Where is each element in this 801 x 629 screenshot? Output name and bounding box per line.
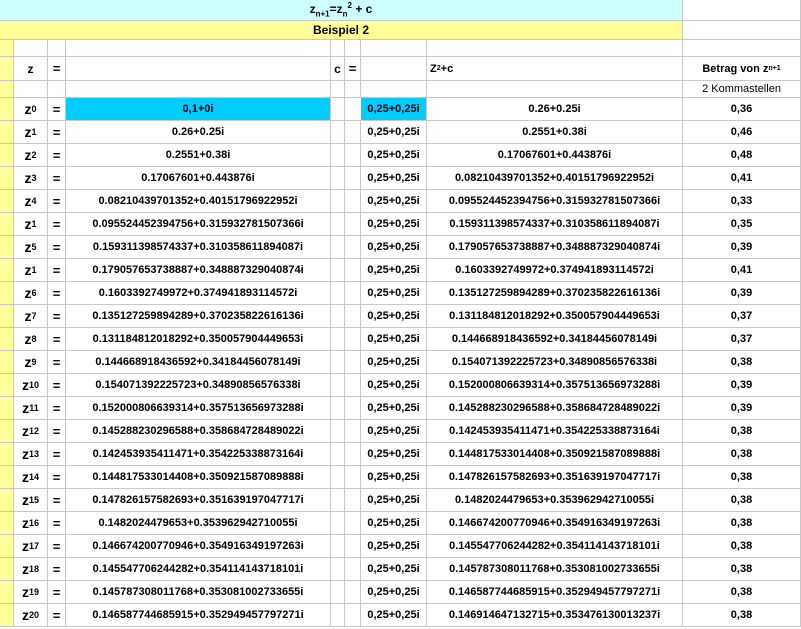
z2c-value[interactable]: 0.146674200770946+0.354916349197263i [427, 512, 683, 535]
table-row [0, 259, 801, 282]
z-index-label[interactable]: z 7 [14, 305, 48, 328]
equals-sign[interactable]: = [48, 305, 66, 328]
title-cell[interactable] [0, 0, 683, 21]
precision-label[interactable]: 2 Kommastellen [683, 81, 801, 98]
stripe-cell[interactable] [0, 57, 14, 81]
z-index-label[interactable]: z 13 [14, 443, 48, 466]
betrag-value[interactable]: 0,38 [683, 443, 801, 466]
blank-cell[interactable] [345, 305, 361, 328]
table-row [0, 374, 801, 397]
blank-cell[interactable] [331, 259, 345, 282]
z2c-value[interactable]: 0.144817533014408+0.350921587089888i [427, 443, 683, 466]
table-row [0, 144, 801, 167]
betrag-value[interactable]: 0,37 [683, 328, 801, 351]
z-value[interactable]: 0.152000806639314+0.357513656973288i [66, 397, 331, 420]
stripe-cell[interactable] [0, 98, 14, 121]
z2c-value[interactable]: 0.152000806639314+0.357513656973288i [427, 374, 683, 397]
blank-cell[interactable] [331, 236, 345, 259]
blank-cell[interactable] [345, 351, 361, 374]
equals-sign[interactable]: = [48, 98, 66, 121]
z-value[interactable]: 0.135127259894289+0.370235822616136i [66, 305, 331, 328]
blank-cell[interactable] [331, 604, 345, 627]
blank-cell[interactable] [14, 81, 48, 98]
betrag-value[interactable]: 0,39 [683, 374, 801, 397]
c-value[interactable]: 0,25+0,25i [361, 305, 427, 328]
blank-cell[interactable] [331, 98, 345, 121]
c-value[interactable]: 0,25+0,25i [361, 213, 427, 236]
z-value[interactable]: 0.145787308011768+0.353081002733655i [66, 581, 331, 604]
blank-cell[interactable] [345, 40, 361, 57]
z-index-label[interactable]: z 1 [14, 213, 48, 236]
table-row [0, 98, 801, 121]
blank-cell[interactable] [345, 420, 361, 443]
header-c[interactable]: c [331, 57, 345, 81]
z-index-label[interactable]: z 8 [14, 328, 48, 351]
z-value[interactable]: 0.159311398574337+0.310358611894087i [66, 236, 331, 259]
blank-cell[interactable] [331, 420, 345, 443]
header-z[interactable]: z [14, 57, 48, 81]
stripe-cell[interactable] [0, 213, 14, 236]
z-index-label[interactable]: z 5 [14, 236, 48, 259]
z-index-label[interactable]: z 11 [14, 397, 48, 420]
table-row [0, 190, 801, 213]
stripe-cell[interactable] [0, 397, 14, 420]
stripe-cell[interactable] [0, 81, 14, 98]
betrag-value[interactable]: 0,48 [683, 144, 801, 167]
c-value[interactable]: 0,25+0,25i [361, 351, 427, 374]
betrag-value[interactable]: 0,41 [683, 167, 801, 190]
z2c-value[interactable]: 0.147826157582693+0.351639197047717i [427, 466, 683, 489]
table-row [0, 213, 801, 236]
z2c-value[interactable]: 0.26+0.25i [427, 98, 683, 121]
z-value[interactable]: 0.144817533014408+0.350921587089888i [66, 466, 331, 489]
equals-sign[interactable]: = [48, 489, 66, 512]
blank-cell[interactable] [345, 328, 361, 351]
blank-cell[interactable] [345, 443, 361, 466]
betrag-value[interactable]: 0,39 [683, 236, 801, 259]
blank-cell[interactable] [331, 213, 345, 236]
betrag-value[interactable]: 0,38 [683, 604, 801, 627]
subtitle-cell[interactable] [0, 21, 683, 40]
z-value[interactable]: 0.146587744685915+0.352949457797271i [66, 604, 331, 627]
c-value[interactable]: 0,25+0,25i [361, 98, 427, 121]
z-value[interactable]: 0.131184812018292+0.350057904449653i [66, 328, 331, 351]
blank-cell[interactable] [361, 81, 427, 98]
c-value[interactable]: 0,25+0,25i [361, 328, 427, 351]
table-row [0, 558, 801, 581]
header-empty[interactable] [361, 57, 427, 81]
c-value[interactable]: 0,25+0,25i [361, 259, 427, 282]
c-value[interactable]: 0,25+0,25i [361, 604, 427, 627]
equals-sign[interactable]: = [48, 121, 66, 144]
equals-sign[interactable]: = [48, 604, 66, 627]
stripe-cell[interactable] [0, 581, 14, 604]
z-value[interactable]: 0.26+0.25i [66, 121, 331, 144]
equals-sign[interactable]: = [48, 144, 66, 167]
z2c-value[interactable]: 0.146914647132715+0.353476130013237i [427, 604, 683, 627]
betrag-value[interactable]: 0,36 [683, 98, 801, 121]
betrag-value[interactable]: 0,38 [683, 581, 801, 604]
z-value[interactable]: 0,1+0i [66, 98, 331, 121]
table-row [0, 305, 801, 328]
blank-cell[interactable] [683, 40, 801, 57]
equals-sign[interactable]: = [48, 581, 66, 604]
c-value[interactable]: 0,25+0,25i [361, 397, 427, 420]
stripe-cell[interactable] [0, 40, 14, 57]
z-value[interactable]: 0.179057653738887+0.348887329040874i [66, 259, 331, 282]
z-index-label[interactable]: z 19 [14, 581, 48, 604]
equals-sign[interactable]: = [48, 558, 66, 581]
equals-sign[interactable]: = [48, 512, 66, 535]
equals-sign[interactable]: = [48, 213, 66, 236]
z-value[interactable]: 0.1482024479653+0.353962942710055i [66, 512, 331, 535]
stripe-cell[interactable] [0, 558, 14, 581]
blank-cell[interactable] [345, 98, 361, 121]
z-index-label[interactable]: z 0 [14, 98, 48, 121]
z2c-value[interactable]: 0.1603392749972+0.374941893114572i [427, 259, 683, 282]
formula-title: $z_{n+1}=z_n^2 + c$ [309, 1, 373, 19]
z-index-label[interactable]: z 20 [14, 604, 48, 627]
header-row [0, 57, 801, 81]
c-value[interactable]: 0,25+0,25i [361, 374, 427, 397]
z2c-value[interactable]: 0.146587744685915+0.352949457797271i [427, 581, 683, 604]
z-value[interactable]: 0.154071392225723+0.34890856576338i [66, 374, 331, 397]
z-index-label[interactable]: z 10 [14, 374, 48, 397]
blank-cell[interactable] [345, 259, 361, 282]
betrag-value[interactable]: 0,38 [683, 489, 801, 512]
stripe-cell[interactable] [0, 374, 14, 397]
subtitle-row [0, 21, 801, 40]
z-index-label[interactable]: z 3 [14, 167, 48, 190]
z2c-value[interactable]: 0.2551+0.38i [427, 121, 683, 144]
blank-cell[interactable] [331, 374, 345, 397]
header-equals-c[interactable]: = [345, 57, 361, 81]
equals-sign[interactable]: = [48, 535, 66, 558]
z2c-value[interactable]: 0.179057653738887+0.348887329040874i [427, 236, 683, 259]
z2c-value[interactable]: 0.142453935411471+0.354225338873164i [427, 420, 683, 443]
z-index-label[interactable]: z 9 [14, 351, 48, 374]
table-row [0, 397, 801, 420]
c-value[interactable]: 0,25+0,25i [361, 489, 427, 512]
z-value[interactable]: 0.142453935411471+0.354225338873164i [66, 443, 331, 466]
z-value[interactable]: 0.095524452394756+0.315932781507366i [66, 213, 331, 236]
z-index-label[interactable]: z 1 [14, 259, 48, 282]
z2c-value[interactable]: 0.135127259894289+0.370235822616136i [427, 282, 683, 305]
blank-cell[interactable] [345, 236, 361, 259]
header-betrag[interactable]: Betrag von z n+1 [683, 57, 801, 81]
betrag-value[interactable]: 0,39 [683, 397, 801, 420]
equals-sign[interactable]: = [48, 259, 66, 282]
c-value[interactable]: 0,25+0,25i [361, 466, 427, 489]
table-row [0, 420, 801, 443]
betrag-value[interactable]: 0,38 [683, 420, 801, 443]
blank-cell[interactable] [66, 81, 331, 98]
z-value[interactable]: 0.1603392749972+0.374941893114572i [66, 282, 331, 305]
blank-cell[interactable] [345, 558, 361, 581]
blank-cell[interactable] [345, 167, 361, 190]
title-empty-cell[interactable] [683, 0, 801, 21]
table-row [0, 581, 801, 604]
blank-cell[interactable] [331, 397, 345, 420]
blank-cell[interactable] [345, 466, 361, 489]
equals-sign[interactable]: = [48, 443, 66, 466]
blank-cell[interactable] [331, 558, 345, 581]
header-empty[interactable] [66, 57, 331, 81]
z-index-label[interactable]: z 16 [14, 512, 48, 535]
blank-cell[interactable] [427, 81, 683, 98]
blank-cell[interactable] [331, 40, 345, 57]
betrag-value[interactable]: 0,38 [683, 558, 801, 581]
z-value[interactable]: 0.144668918436592+0.34184456078149i [66, 351, 331, 374]
stripe-cell[interactable] [0, 259, 14, 282]
blank-cell[interactable] [331, 190, 345, 213]
stripe-cell[interactable] [0, 535, 14, 558]
z-index-label[interactable]: z 15 [14, 489, 48, 512]
z-value[interactable]: 0.17067601+0.443876i [66, 167, 331, 190]
blank-cell[interactable] [331, 351, 345, 374]
blank-cell[interactable] [345, 489, 361, 512]
table-row [0, 121, 801, 144]
blank-cell[interactable] [331, 443, 345, 466]
c-value[interactable]: 0,25+0,25i [361, 167, 427, 190]
precision-row [0, 81, 801, 98]
z-value[interactable]: 0.145288230296588+0.358684728489022i [66, 420, 331, 443]
table-row [0, 328, 801, 351]
blank-cell[interactable] [345, 581, 361, 604]
blank-cell[interactable] [331, 121, 345, 144]
blank-row [0, 40, 801, 57]
blank-cell[interactable] [331, 328, 345, 351]
betrag-value[interactable]: 0,33 [683, 190, 801, 213]
equals-sign[interactable]: = [48, 190, 66, 213]
stripe-cell[interactable] [0, 305, 14, 328]
stripe-cell[interactable] [0, 512, 14, 535]
c-value[interactable]: 0,25+0,25i [361, 512, 427, 535]
z2c-value[interactable]: 0.131184812018292+0.350057904449653i [427, 305, 683, 328]
stripe-cell[interactable] [0, 328, 14, 351]
table-row [0, 443, 801, 466]
z2c-value[interactable]: 0.1482024479653+0.353962942710055i [427, 489, 683, 512]
c-value[interactable]: 0,25+0,25i [361, 420, 427, 443]
blank-cell[interactable] [361, 40, 427, 57]
z2c-value[interactable]: 0.145547706244282+0.354114143718101i [427, 535, 683, 558]
c-value[interactable]: 0,25+0,25i [361, 558, 427, 581]
betrag-value[interactable]: 0,46 [683, 121, 801, 144]
c-value[interactable]: 0,25+0,25i [361, 282, 427, 305]
blank-cell[interactable] [345, 190, 361, 213]
c-value[interactable]: 0,25+0,25i [361, 581, 427, 604]
stripe-cell[interactable] [0, 167, 14, 190]
blank-cell[interactable] [331, 144, 345, 167]
betrag-value[interactable]: 0,38 [683, 535, 801, 558]
blank-cell[interactable] [345, 213, 361, 236]
equals-sign[interactable]: = [48, 236, 66, 259]
equals-sign[interactable]: = [48, 351, 66, 374]
z2c-value[interactable]: 0.145288230296588+0.358684728489022i [427, 397, 683, 420]
betrag-value[interactable]: 0,39 [683, 282, 801, 305]
blank-cell[interactable] [331, 305, 345, 328]
z2c-value[interactable]: 0.154071392225723+0.34890856576338i [427, 351, 683, 374]
z-index-label[interactable]: z 1 [14, 121, 48, 144]
blank-cell[interactable] [345, 282, 361, 305]
blank-cell[interactable] [331, 512, 345, 535]
c-value[interactable]: 0,25+0,25i [361, 121, 427, 144]
title-row [0, 0, 801, 21]
blank-cell[interactable] [331, 581, 345, 604]
table-row [0, 489, 801, 512]
blank-cell[interactable] [14, 40, 48, 57]
table-row [0, 351, 801, 374]
table-row [0, 282, 801, 305]
z-index-label[interactable]: z 6 [14, 282, 48, 305]
blank-cell[interactable] [345, 604, 361, 627]
z-value[interactable]: 0.146674200770946+0.354916349197263i [66, 535, 331, 558]
header-z2c[interactable]: Z 2 +c [427, 57, 683, 81]
stripe-cell[interactable] [0, 236, 14, 259]
stripe-cell[interactable] [0, 604, 14, 627]
c-value[interactable]: 0,25+0,25i [361, 190, 427, 213]
stripe-cell[interactable] [0, 351, 14, 374]
equals-sign[interactable]: = [48, 420, 66, 443]
table-row [0, 167, 801, 190]
stripe-cell[interactable] [0, 420, 14, 443]
blank-cell[interactable] [48, 40, 66, 57]
betrag-value[interactable]: 0,38 [683, 466, 801, 489]
z-value[interactable]: 0.147826157582693+0.351639197047717i [66, 489, 331, 512]
stripe-cell[interactable] [0, 489, 14, 512]
subtitle-empty-cell[interactable] [683, 21, 801, 40]
header-equals[interactable]: = [48, 57, 66, 81]
c-value[interactable]: 0,25+0,25i [361, 144, 427, 167]
stripe-cell[interactable] [0, 282, 14, 305]
betrag-value[interactable]: 0,41 [683, 259, 801, 282]
blank-cell[interactable] [345, 144, 361, 167]
subtitle-text: Beispiel 2 [312, 23, 370, 37]
blank-cell[interactable] [331, 466, 345, 489]
c-value[interactable]: 0,25+0,25i [361, 535, 427, 558]
blank-cell[interactable] [331, 81, 345, 98]
blank-cell[interactable] [345, 374, 361, 397]
stripe-cell[interactable] [0, 144, 14, 167]
blank-cell[interactable] [345, 81, 361, 98]
blank-cell[interactable] [66, 40, 331, 57]
betrag-value[interactable]: 0,38 [683, 351, 801, 374]
z-index-label[interactable]: z 17 [14, 535, 48, 558]
z2c-value[interactable]: 0.159311398574337+0.310358611894087i [427, 213, 683, 236]
blank-cell[interactable] [331, 282, 345, 305]
blank-cell[interactable] [331, 535, 345, 558]
equals-sign[interactable]: = [48, 282, 66, 305]
blank-cell[interactable] [345, 121, 361, 144]
betrag-value[interactable]: 0,35 [683, 213, 801, 236]
z2c-value[interactable]: 0.145787308011768+0.353081002733655i [427, 558, 683, 581]
equals-sign[interactable]: = [48, 374, 66, 397]
z2c-value[interactable]: 0.144668918436592+0.34184456078149i [427, 328, 683, 351]
equals-sign[interactable]: = [48, 397, 66, 420]
z-value[interactable]: 0.08210439701352+0.40151796922952i [66, 190, 331, 213]
blank-cell[interactable] [345, 512, 361, 535]
z-index-label[interactable]: z 18 [14, 558, 48, 581]
table-row [0, 535, 801, 558]
c-value[interactable]: 0,25+0,25i [361, 236, 427, 259]
stripe-cell[interactable] [0, 466, 14, 489]
equals-sign[interactable]: = [48, 167, 66, 190]
z-value[interactable]: 0.145547706244282+0.354114143718101i [66, 558, 331, 581]
table-row [0, 236, 801, 259]
table-row [0, 512, 801, 535]
c-value[interactable]: 0,25+0,25i [361, 443, 427, 466]
blank-cell[interactable] [48, 81, 66, 98]
z2c-value[interactable]: 0.095524452394756+0.315932781507366i [427, 190, 683, 213]
table-row [0, 604, 801, 627]
stripe-cell[interactable] [0, 190, 14, 213]
stripe-cell[interactable] [0, 121, 14, 144]
table-row [0, 466, 801, 489]
stripe-cell[interactable] [0, 443, 14, 466]
z-index-label[interactable]: z 2 [14, 144, 48, 167]
equals-sign[interactable]: = [48, 466, 66, 489]
z-index-label[interactable]: z 12 [14, 420, 48, 443]
equals-sign[interactable]: = [48, 328, 66, 351]
blank-cell[interactable] [331, 489, 345, 512]
betrag-value[interactable]: 0,37 [683, 305, 801, 328]
blank-cell[interactable] [331, 167, 345, 190]
betrag-value[interactable]: 0,38 [683, 512, 801, 535]
blank-cell[interactable] [345, 535, 361, 558]
blank-cell[interactable] [427, 40, 683, 57]
z-index-label[interactable]: z 4 [14, 190, 48, 213]
z2c-value[interactable]: 0.08210439701352+0.40151796922952i [427, 167, 683, 190]
z-index-label[interactable]: z 14 [14, 466, 48, 489]
z2c-value[interactable]: 0.17067601+0.443876i [427, 144, 683, 167]
z-value[interactable]: 0.2551+0.38i [66, 144, 331, 167]
blank-cell[interactable] [345, 397, 361, 420]
